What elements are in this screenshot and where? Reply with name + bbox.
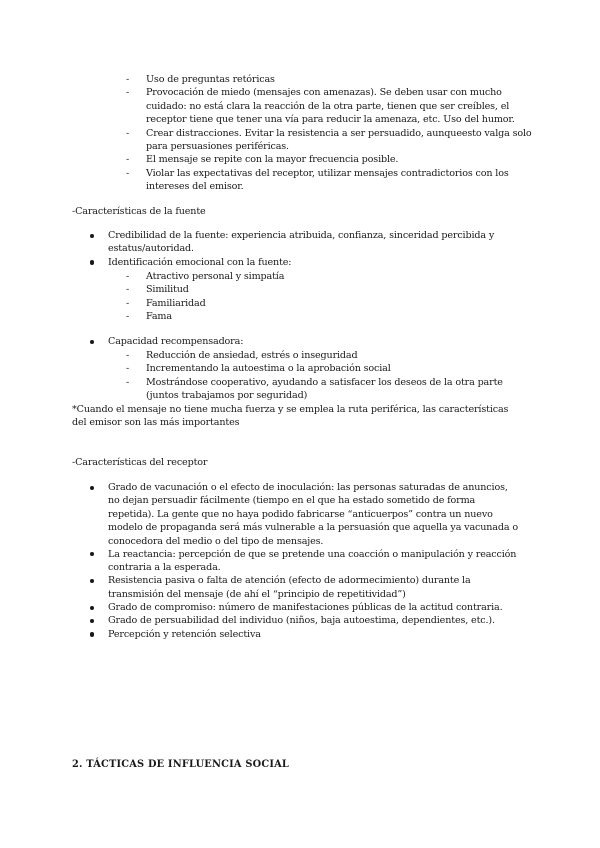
bullet-icon <box>90 340 94 344</box>
list-item: - Violar las expectativas del receptor, utilizar mensajes contradictorios con los intereses del emisor. <box>126 167 509 193</box>
list-item: - Familiaridad <box>126 297 206 309</box>
list-item: Identificación emocional con la fuente: <box>108 256 498 269</box>
fuente-note: *Cuando el mensaje no tiene mucha fuerza y se emplea la ruta periférica, las características del emisor son las más importantes <box>72 404 509 429</box>
bullet-icon <box>90 260 94 264</box>
list-item: - Uso de preguntas retóricas <box>126 74 275 85</box>
list-item: - Provocación de miedo (mensajes con amenazas). Se deben usar con mucho cuidado: no está clara la reacción de la otra parte, tienen que ser creíbles, el receptor tiene que tener una vía para reducir la amenaza, etc. Uso del humor. <box>126 87 515 126</box>
bullet-icon <box>90 606 94 610</box>
bullet-icon <box>90 486 94 490</box>
list-item: Resistencia pasiva o falta de atención (efecto de adormecimiento) durante la transmisión del mensaje (de ahí el “principio de repetitividad”) <box>108 574 522 601</box>
bullet-icon <box>90 632 94 636</box>
list-item: - Mostrándose cooperativo, ayudando a satisfacer los deseos de la otra parte (juntos trabajamos por seguridad) <box>126 376 503 402</box>
list-item: - Atractivo personal y simpatía <box>126 271 285 282</box>
list-item: Credibilidad de la fuente: experiencia atribuida, confianza, sinceridad percibida y estatus/autoridad. <box>108 229 498 256</box>
bullet-icon <box>90 579 94 583</box>
list-item: Grado de compromiso: número de manifestaciones públicas de la actitud contraria. <box>108 601 522 614</box>
tactics-dash-list <box>126 73 534 194</box>
bullet-icon <box>90 234 94 238</box>
list-item: Capacidad recompensadora: <box>108 335 498 348</box>
list-item: La reactancia: percepción de que se pretende una coacción o manipulación y reacción contraria a la esperada. <box>108 548 522 575</box>
list-item: Grado de vacunación o el efecto de inoculación: las personas saturadas de anuncios, no dejan persuadir fácilmente (tiempo en el que ha estado sometido de forma repetida). La gente que no haya podido fabricarse “anticuerpos” contra un nuevo modelo de propaganda será más vulnerable a la persuasión que aquella ya vacunada o conocedora del medio o del tipo de mensajes. <box>108 481 522 548</box>
list-item: - Crear distracciones. Evitar la resistencia a ser persuadido, aunqueesto valga solo para persuasiones periféricas. <box>126 127 532 152</box>
receptor-bullet-list <box>108 481 522 641</box>
list-item: Grado de persuabilidad del individuo (niños, baja autoestima, dependientes, etc.). <box>108 614 522 627</box>
capacidad-bullet-list <box>108 335 498 348</box>
receptor-heading: -Características del receptor <box>72 457 208 468</box>
bullet-icon <box>90 552 94 556</box>
list-item: - Similitud <box>126 284 189 296</box>
identificacion-sub-list <box>126 270 506 324</box>
fuente-heading: -Características de la fuente <box>72 206 206 217</box>
list-item: - Incrementando la autoestima o la aprobación social <box>126 363 391 375</box>
list-item: - Fama <box>126 311 172 323</box>
section-heading: 2. TÁCTICAS DE INFLUENCIA SOCIAL <box>72 759 290 770</box>
list-item: Percepción y retención selectiva <box>108 628 522 641</box>
list-item: - Reducción de ansiedad, estrés o inseguridad <box>126 350 358 361</box>
list-item: - El mensaje se repite con la mayor frecuencia posible. <box>126 154 399 166</box>
bullet-icon <box>90 619 94 623</box>
capacidad-sub-list <box>126 349 512 403</box>
fuente-bullet-list <box>108 229 498 269</box>
